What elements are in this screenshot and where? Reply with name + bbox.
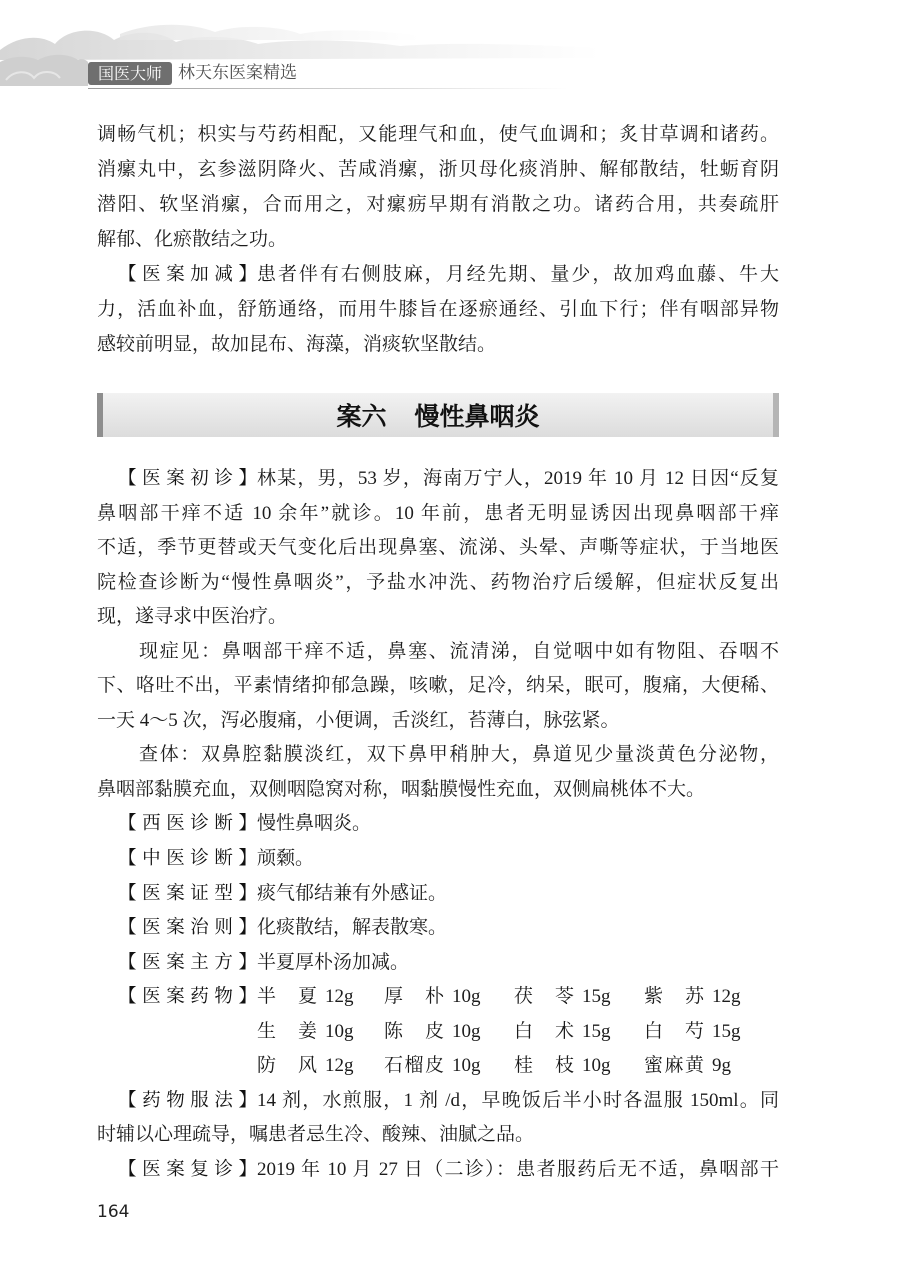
herb-name: 生 姜: [257, 1020, 317, 1042]
herb-item: [257, 1015, 384, 1050]
section-label: 【西医诊断】: [118, 813, 257, 835]
series-badge: 国医大师: [88, 62, 172, 85]
body-text-line: 鼻咽部干痒不适 10 余年”就诊。10 年前，患者无明显诱因出现鼻咽部干痒: [97, 502, 779, 524]
body-text-line: 时辅以心理疏导，嘱患者忌生冷、酸辣、油腻之品。: [97, 1124, 535, 1146]
section-label: 【医案初诊】: [118, 468, 257, 489]
text-block-case: [97, 462, 779, 1187]
body-text-line: 调畅气机；枳实与芍药相配，又能理气和血，使气血调和；炙甘草调和诸药。: [97, 124, 779, 145]
field-text: 林某，男，53 岁，海南万宁人，2019 年 10 月 12 日因“反复: [257, 468, 779, 489]
herb-item: [514, 1049, 644, 1084]
herb-name: 茯 苓: [514, 986, 574, 1008]
section-label: 【医案主方】: [118, 951, 257, 973]
section-label: 【药物服法】: [118, 1089, 257, 1111]
section-label: 【医案复诊】: [118, 1158, 257, 1180]
herbal-prescription: [97, 980, 779, 1084]
herb-grid: [257, 1015, 779, 1050]
herb-name: 蜜麻黄: [644, 1055, 704, 1077]
case-title: 慢性鼻咽炎: [414, 402, 540, 431]
herb-item: [384, 1049, 514, 1084]
herb-item: [257, 980, 384, 1015]
label-spacer: [97, 1015, 257, 1050]
header-rule: [88, 88, 568, 89]
herb-item: [514, 1015, 644, 1050]
body-text-line: 力，活血补血，舒筋通络，而用牛膝旨在逐瘀通经、引血下行；伴有咽部异物: [97, 299, 779, 320]
herb-dose: 10g: [582, 1055, 611, 1077]
body-text-line: 潜阳、软坚消瘰，合而用之，对瘰疬早期有消散之功。诸药合用，共奏疏肝: [97, 194, 779, 215]
herb-name: 陈 皮: [384, 1020, 444, 1042]
section-label: 【医案加减】: [118, 264, 257, 285]
syndrome-pattern: [97, 877, 779, 912]
herb-item: [257, 1049, 384, 1084]
section-label: 【医案治则】: [118, 917, 257, 939]
field-text: 化痰散结，解表散寒。: [257, 917, 448, 939]
body-text-line: 感较前明显，故加昆布、海藻，消痰软坚散结。: [97, 334, 497, 355]
herb-grid: [257, 1049, 779, 1084]
body-text-line: 现，遂寻求中医治疗。: [97, 606, 288, 628]
book-title: 林天东医案精选: [178, 63, 297, 83]
field-text: 半夏厚朴汤加减。: [257, 951, 410, 973]
body-text-line: 院检查诊断为“慢性鼻咽炎”，予盐水冲洗、药物治疗后缓解，但症状反复出: [97, 571, 779, 593]
herb-dose: 12g: [712, 986, 741, 1008]
herb-name: 防 风: [257, 1055, 317, 1077]
case-heading: [97, 393, 779, 437]
text-block-top: [97, 117, 779, 362]
herb-dose: 12g: [325, 986, 354, 1008]
herb-grid: [257, 980, 779, 1015]
field-text: 颃颡。: [257, 848, 315, 870]
field-text: 14 剂，水煎服，1 剂 /d，早晚饭后半小时各温服 150ml。同: [257, 1089, 779, 1111]
case-number: 案六: [336, 402, 387, 431]
follow-up-paragraph: [97, 1153, 779, 1188]
first-visit-paragraph: [97, 462, 779, 635]
section-label: 【医案证型】: [118, 882, 257, 904]
body-text-line: 下、咯吐不出，平素情绪抑郁急躁，咳嗽，足冷，纳呆，眠可，腹痛，大便稀、: [97, 675, 779, 697]
herb-row: [97, 1015, 779, 1050]
body-text-line: 解郁、化瘀散结之功。: [97, 229, 288, 250]
herb-item: [644, 980, 774, 1015]
herb-dose: 10g: [452, 1020, 481, 1042]
herb-item: [644, 1015, 774, 1050]
follow-up-first-line: [97, 1153, 779, 1188]
main-formula: [97, 946, 779, 981]
tcm-diagnosis: [97, 842, 779, 877]
herb-item: [384, 1015, 514, 1050]
herb-item: [514, 980, 644, 1015]
treatment-principle: [97, 911, 779, 946]
administration-first-line: [97, 1084, 779, 1119]
herb-dose: 9g: [712, 1055, 731, 1077]
body-text-line: 不适，季节更替或天气变化后出现鼻塞、流涕、头晕、声嘶等症状，于当地医: [97, 537, 779, 559]
herb-dose: 12g: [325, 1055, 354, 1077]
herb-name: 白 芍: [644, 1020, 704, 1042]
page-number: 164: [97, 1202, 130, 1222]
body-text-line: 一天 4～5 次，泻必腹痛，小便调，舌淡红，苔薄白，脉弦紧。: [97, 709, 620, 731]
field-text: 痰气郁结兼有外感证。: [257, 882, 448, 904]
body-text-line: 现症见：鼻咽部干痒不适，鼻塞、流清涕，自觉咽中如有物阻、吞咽不: [139, 640, 779, 662]
section-label: 【中医诊断】: [118, 848, 257, 870]
physical-exam-paragraph: [97, 738, 779, 807]
herb-name: 半 夏: [257, 986, 317, 1008]
herb-row: [97, 1049, 779, 1084]
section-label: 【医案药物】: [118, 986, 257, 1008]
herb-dose: 10g: [452, 986, 481, 1008]
herb-name: 桂 枝: [514, 1055, 574, 1077]
herb-dose: 15g: [582, 986, 611, 1008]
herb-dose: 15g: [582, 1020, 611, 1042]
analysis-paragraph: [97, 117, 779, 257]
herb-name: 白 术: [514, 1020, 574, 1042]
field-text: 2019 年 10 月 27 日（二诊）：患者服药后无不适，鼻咽部干: [257, 1158, 779, 1180]
herb-item: [384, 980, 514, 1015]
symptoms-paragraph: [97, 635, 779, 739]
first-visit-first-line: [97, 462, 779, 497]
label-spacer: [97, 1049, 257, 1084]
modifications-paragraph: [97, 257, 779, 362]
western-diagnosis: [97, 807, 779, 842]
body-text-line: 消瘰丸中，玄参滋阴降火、苦咸消瘰，浙贝母化痰消肿、解郁散结，牡蛎育阴: [97, 159, 779, 180]
herb-name: 石榴皮: [384, 1055, 444, 1077]
field-text: 患者伴有右侧肢麻，月经先期、量少，故加鸡血藤、牛大: [257, 264, 779, 285]
administration-paragraph: [97, 1084, 779, 1153]
herb-dose: 15g: [712, 1020, 741, 1042]
herb-dose: 10g: [325, 1020, 354, 1042]
herb-name: 紫 苏: [644, 986, 704, 1008]
body-text-line: 鼻咽部黏膜充血，双侧咽隐窝对称，咽黏膜慢性充血，双侧扁桃体不大。: [97, 778, 706, 800]
herb-row: [97, 980, 779, 1015]
field-text: 慢性鼻咽炎。: [257, 813, 372, 835]
herb-dose: 10g: [452, 1055, 481, 1077]
herb-name: 厚 朴: [384, 986, 444, 1008]
modifications-first-line: [97, 257, 779, 292]
body-text-line: 查体：双鼻腔黏膜淡红，双下鼻甲稍肿大，鼻道见少量淡黄色分泌物，: [139, 744, 779, 766]
herb-item: [644, 1049, 774, 1084]
